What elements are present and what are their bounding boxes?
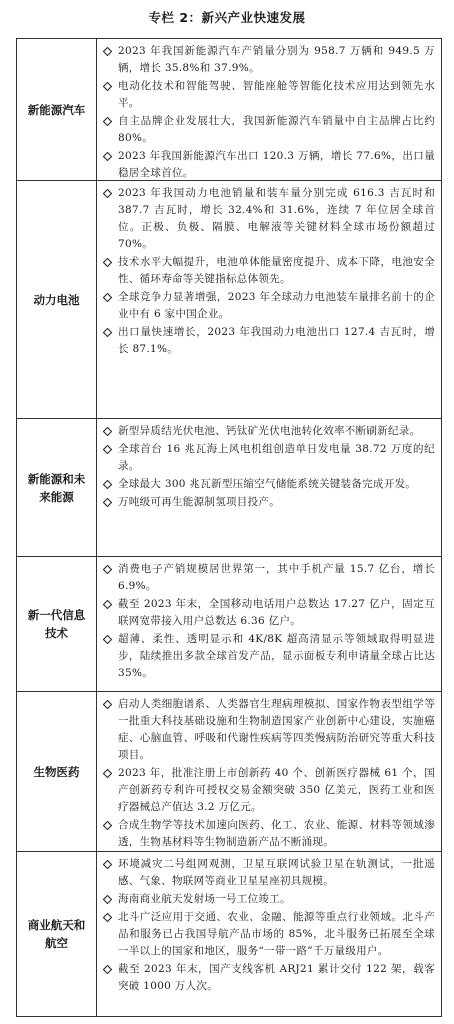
item-text: 新型异质结光伏电池、钙钛矿光伏电池转化效率不断刷新纪录。 [118,425,421,437]
list-item [102,441,435,475]
list-item [102,476,435,493]
table-row [17,181,441,419]
item-list [98,419,441,556]
item-text: 2023 年，批准注册上市创新药 40 个、创新医疗器械 61 个，国产创新药专利许可授权交易金额突破 350 亿美元，医药工业和医疗器械总产值达 3.2 万亿元。 [118,767,435,813]
diamond-bullet-icon [103,565,112,574]
category-label: 商业航天和航空 [17,852,97,1016]
list-item [102,113,435,147]
table-row [17,692,441,852]
diamond-bullet-icon [103,258,112,267]
list-item [102,817,435,851]
list-item [102,148,435,182]
category-label: 动力电池 [17,181,97,418]
list-item [102,765,435,816]
list-item [102,423,435,440]
item-text: 万吨级可再生能源制氢项目投产。 [118,496,280,508]
diamond-bullet-icon [103,600,112,609]
table-row [17,557,441,692]
item-text: 启动人类细胞谱系、人类器官生理病理模拟、国家作物表型组学等一批重大科技基础设施和生物制造国家产业创新中心建设，实施癌症、心脑血管、呼吸和代谢性疾病等四类慢病防治研究等重大科技项目。 [118,698,435,761]
diamond-bullet-icon [103,445,112,454]
list-item [102,961,435,995]
list-item [102,696,435,764]
category-label: 生物医药 [17,692,97,851]
item-text: 全球竞争力显著增强，2023 年全球动力电池装车量排名前十的企业中有 6 家中国企业。 [118,291,435,320]
table-row [17,419,441,557]
list-item [102,561,435,595]
diamond-bullet-icon [103,769,112,778]
list-item [102,78,435,112]
diamond-bullet-icon [103,965,112,974]
item-text: 自主品牌企业发展壮大，我国新能源汽车销量中自主品牌占比约 80%。 [118,115,435,144]
list-item [102,324,435,358]
diamond-bullet-icon [103,860,112,869]
item-text: 电动化技术和智能驾驶、智能座舱等智能化技术应用达到领先水平。 [118,80,435,109]
category-label: 新能源汽车 [17,39,97,180]
item-text: 2023 年我国新能源汽车产销量分别为 958.7 万辆和 949.5 万辆，增长 35.8%和 37.9%。 [118,45,435,74]
item-text: 2023 年我国动力电池销量和装车量分别完成 616.3 吉瓦时和 387.7 吉瓦时，增长 32.4%和 31.6%，连续 7 年位居全球首位。正极、负极、隔膜、电解液等关键材料全球市场份额超过 70%。 [118,187,435,250]
item-list [98,181,441,418]
item-text: 全球首台 16 兆瓦海上风电机组创造单日发电量 38.72 万度的纪录。 [118,443,435,472]
diamond-bullet-icon [103,700,112,709]
item-text: 北斗广泛应用于交通、农业、金融、能源等重点行业领域。北斗产品和服务已占我国导航产品市场的 85%，北斗服务已拓展至全球一半以上的国家和地区，服务“一带一路”千万量级用户。 [118,911,435,957]
diamond-bullet-icon [103,82,112,91]
category-label: 新一代信息技术 [17,557,97,691]
diamond-bullet-icon [103,913,112,922]
list-item [102,494,435,511]
diamond-bullet-icon [103,47,112,56]
list-item [102,909,435,960]
diamond-bullet-icon [103,635,112,644]
item-list [98,852,441,1016]
list-item [102,43,435,77]
item-text: 技术水平大幅提升，电池单体能量密度提升、成本下降，电池安全性、循环寿命等关键指标总体领先。 [118,256,435,285]
diamond-bullet-icon [103,117,112,126]
list-item [102,596,435,630]
item-text: 截至 2023 年末，国产支线客机 ARJ21 累计交付 122 架，载客突破 1000 万人次。 [118,963,435,992]
item-text: 全球最大 300 兆瓦新型压缩空气储能系统关键装备完成开发。 [118,478,417,490]
feature-table [16,38,442,1017]
item-text: 2023 年我国新能源汽车出口 120.3 万辆，增长 77.6%，出口量稳居全球首位。 [118,150,435,179]
item-text: 出口量快速增长，2023 年我国动力电池出口 127.4 吉瓦时，增长 87.1%。 [118,326,435,355]
list-item [102,185,435,253]
diamond-bullet-icon [103,189,112,198]
list-item [102,289,435,323]
item-text: 截至 2023 年末，全国移动电话用户总数达 17.27 亿户，固定互联网宽带接入用户总数达 6.36 亿户。 [118,598,435,627]
table-row [17,39,441,181]
diamond-bullet-icon [103,293,112,302]
diamond-bullet-icon [103,328,112,337]
item-text: 超薄、柔性、透明显示和 4K/8K 超高清显示等领域取得明显进步，陆续推出多款全球首发产品，显示面板专利申请量全球占比达 35%。 [118,633,435,679]
item-list [98,692,441,851]
diamond-bullet-icon [103,480,112,489]
category-label: 新能源和未来能源 [17,419,97,556]
table-row [17,852,441,1016]
diamond-bullet-icon [103,427,112,436]
list-item [102,254,435,288]
item-text: 环境减灾二号组网观测，卫星互联网试验卫星在轨测试，一批遥感、气象、物联网等商业卫星星座初具规模。 [118,858,435,887]
diamond-bullet-icon [103,152,112,161]
page-title: 专栏 2：新兴产业快速发展 [148,10,306,25]
item-text: 合成生物学等技术加速向医药、化工、农业、能源、材料等领域渗透，生物基材料等生物制造新产品不断涌现。 [118,819,435,848]
item-text: 消费电子产销规模居世界第一，其中手机产量 15.7 亿台，增长 6.9%。 [118,563,435,592]
list-item [102,856,435,890]
item-text: 海南商业航天发射场一号工位竣工。 [118,893,291,905]
list-item [102,891,435,908]
diamond-bullet-icon [103,498,112,507]
item-list [98,557,441,691]
diamond-bullet-icon [103,895,112,904]
list-item [102,631,435,682]
item-list [98,39,441,180]
diamond-bullet-icon [103,821,112,830]
